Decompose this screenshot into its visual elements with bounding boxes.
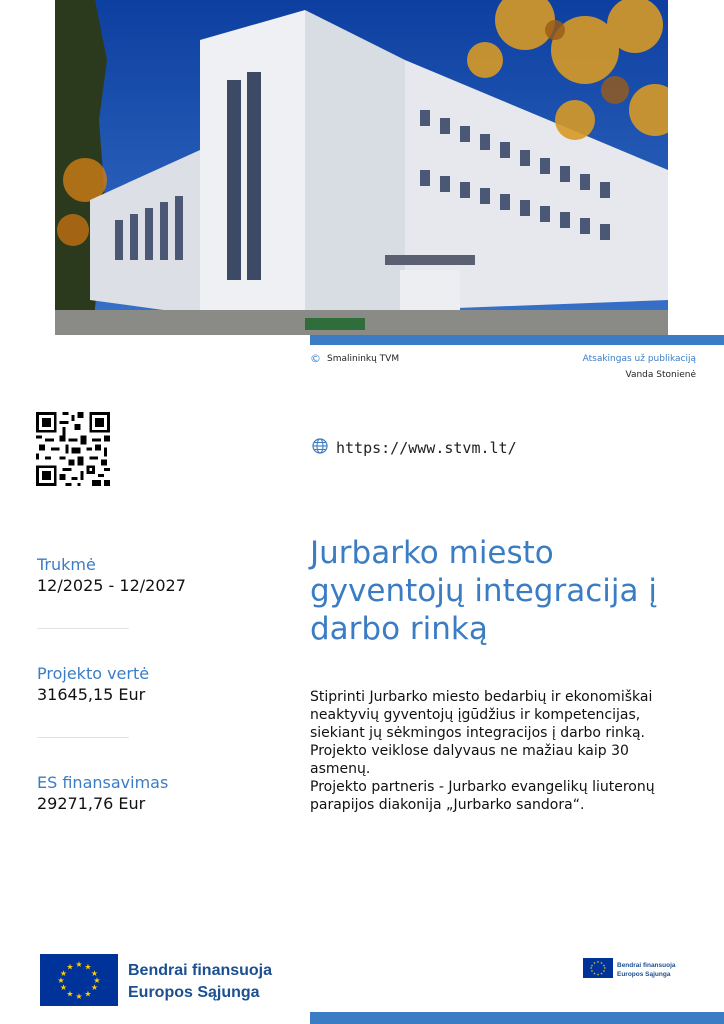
svg-text:★: ★ bbox=[593, 960, 596, 965]
svg-text:★: ★ bbox=[66, 962, 74, 972]
eu-funding-value: 29271,76 Eur bbox=[37, 794, 146, 813]
photo-credit bbox=[310, 352, 399, 365]
publication-responsible bbox=[583, 354, 696, 380]
accent-bar-top bbox=[310, 335, 724, 345]
divider bbox=[37, 737, 129, 738]
svg-text:★: ★ bbox=[59, 983, 68, 992]
eu-cofunded-logo-small bbox=[583, 958, 676, 982]
svg-text:★: ★ bbox=[75, 992, 83, 1001]
project-value-block bbox=[37, 664, 149, 704]
svg-text:★: ★ bbox=[590, 968, 594, 973]
responsible-name: Vanda Stonienė bbox=[625, 370, 696, 380]
svg-text:★: ★ bbox=[590, 963, 594, 968]
eu-logo-small-line1: Bendrai finansuoja bbox=[617, 962, 676, 969]
eu-funding-block bbox=[37, 773, 168, 813]
project-description: Stiprinti Jurbarko miesto bedarbių ir ekonomiškai neaktyvių gyventojų įgūdžius ir kompetencijas, siekiant jų sėkmingos integracijos į darbo rinką. Projekto veiklose dalyvaus ne mažiau kaip 30 asmenų. Projekto partneris - Jurbarko evangelikų liuteronų parapijos diakonija „Jurbarko sandora“. bbox=[310, 689, 655, 813]
accent-bar-bottom bbox=[310, 1012, 724, 1024]
duration-value: 12/2025 - 12/2027 bbox=[37, 576, 186, 595]
svg-text:★: ★ bbox=[59, 969, 68, 978]
svg-text:★: ★ bbox=[84, 989, 92, 999]
svg-text:★: ★ bbox=[602, 963, 606, 968]
duration-label: Trukmė bbox=[37, 555, 96, 574]
eu-logo-small-line2: Europos Sąjunga bbox=[617, 971, 671, 978]
svg-text:★: ★ bbox=[596, 960, 600, 964]
svg-text:★: ★ bbox=[90, 983, 99, 992]
svg-text:★: ★ bbox=[75, 960, 83, 969]
eu-logo-line2: Europos Sąjunga bbox=[128, 984, 260, 1001]
qr-code[interactable] bbox=[36, 412, 110, 486]
website-url[interactable]: https://www.stvm.lt/ bbox=[336, 439, 517, 457]
svg-text:★: ★ bbox=[589, 966, 593, 971]
building-photo bbox=[55, 0, 668, 335]
svg-text:★: ★ bbox=[593, 971, 596, 976]
svg-text:★: ★ bbox=[603, 966, 607, 971]
svg-text:★: ★ bbox=[600, 971, 603, 976]
project-value-value: 31645,15 Eur bbox=[37, 685, 146, 704]
duration-block bbox=[37, 555, 186, 595]
svg-text:★: ★ bbox=[66, 989, 74, 999]
project-value-label: Projekto vertė bbox=[37, 664, 150, 683]
eu-cofunded-logo bbox=[40, 954, 272, 1010]
eu-flag-icon-small bbox=[583, 958, 613, 982]
copyright-icon: © bbox=[310, 352, 321, 365]
svg-text:★: ★ bbox=[84, 962, 92, 972]
photo-credit-text: Smalininkų TVM bbox=[327, 353, 400, 364]
responsible-label: Atsakingas už publikaciją bbox=[582, 354, 696, 364]
project-title: Jurbarko miesto gyventojų integracija į darbo rinką bbox=[310, 535, 657, 647]
eu-logo-line1: Bendrai finansuoja bbox=[128, 962, 273, 979]
svg-text:★: ★ bbox=[93, 976, 101, 985]
eu-flag-icon bbox=[40, 954, 118, 1010]
website-link[interactable] bbox=[312, 438, 517, 458]
divider bbox=[37, 628, 129, 629]
globe-icon bbox=[312, 438, 328, 458]
svg-text:★: ★ bbox=[90, 969, 99, 978]
svg-text:★: ★ bbox=[600, 960, 603, 965]
eu-funding-label: ES finansavimas bbox=[37, 773, 169, 792]
svg-text:★: ★ bbox=[596, 972, 600, 977]
svg-text:★: ★ bbox=[57, 976, 65, 985]
svg-text:★: ★ bbox=[602, 968, 606, 973]
